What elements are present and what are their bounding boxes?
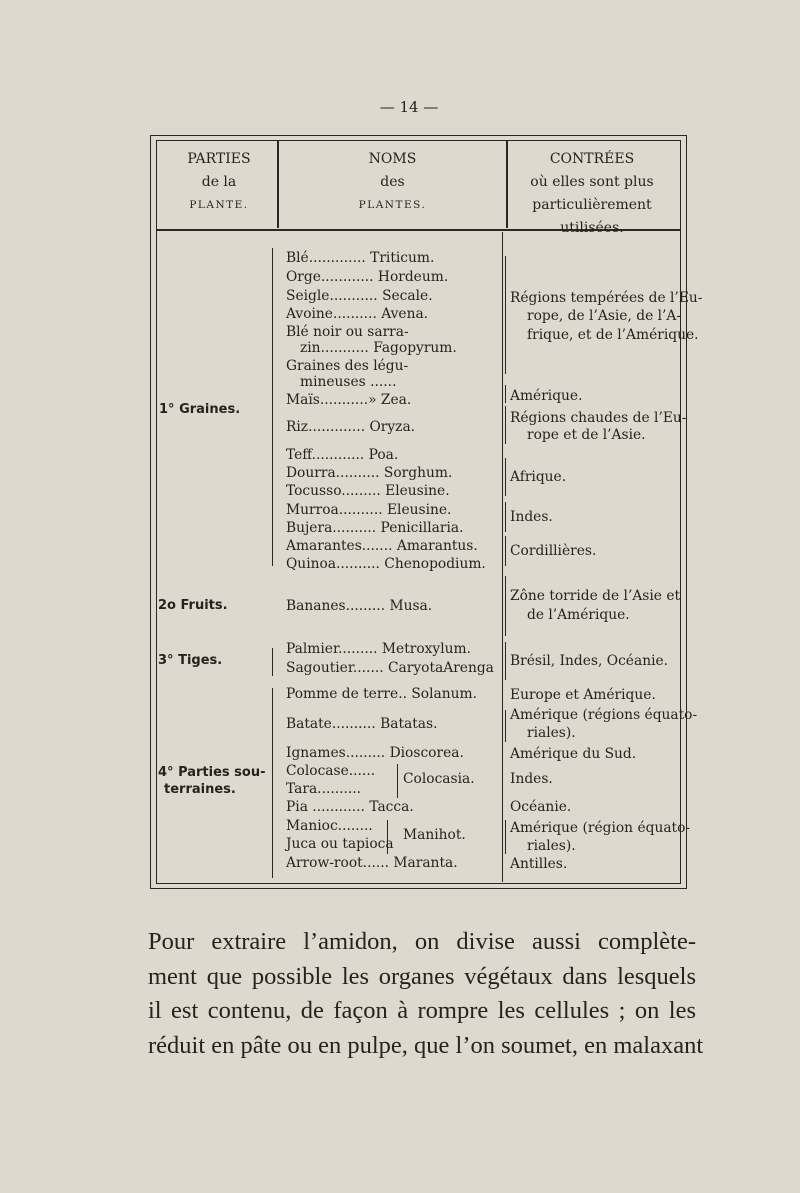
plant-name: Orge............ Hordeum. — [286, 269, 449, 285]
body-text-line: Pour extraire l’amidon, on divise aussi complète- — [148, 928, 696, 955]
plant-name: Riz............. Oryza. — [286, 419, 416, 435]
plant-name: Pia ............ Tacca. — [286, 799, 414, 815]
brace-tiges — [272, 648, 273, 676]
plant-name: Amarantes....... Amarantus. — [286, 538, 478, 554]
brace-region-afrique — [505, 458, 506, 496]
plant-name: Seigle........... Secale. — [286, 288, 433, 304]
plant-name: Dourra.......... Sorghum. — [286, 465, 453, 481]
region-text: Brésil, Indes, Océanie. — [510, 653, 669, 669]
body-text-line: il est contenu, de façon à rompre les cellules ; on les — [148, 997, 696, 1024]
plant-name: Manioc........ — [286, 818, 373, 834]
plant-name: Tara.......... — [286, 781, 362, 797]
region-text: riales). — [527, 725, 576, 741]
plant-name: zin........... Fagopyrum. — [300, 340, 457, 356]
plant-name: Teff............ Poa. — [286, 447, 399, 463]
page-number: — 14 — — [379, 98, 439, 116]
plant-name: mineuses ...... — [300, 374, 397, 390]
plant-name: Colocase...... — [286, 763, 376, 779]
region-text: rope et de l’Asie. — [527, 427, 646, 443]
plant-name: Sagoutier....... CaryotaArenga — [286, 660, 494, 676]
genus-colocasia: Colocasia. — [403, 771, 475, 787]
brace-manihot — [387, 820, 388, 854]
region-text: Océanie. — [510, 799, 572, 815]
body-text-line: réduit en pâte ou en pulpe, que l’on soumet, en malaxant — [148, 1031, 704, 1059]
region-text: frique, et de l’Amérique. — [527, 327, 699, 343]
column-rule-3 — [502, 232, 503, 882]
region-text: Indes. — [510, 771, 553, 787]
body-text — [148, 925, 704, 1063]
header-noms: NOMS des PLANTES. — [358, 151, 427, 211]
plant-name: Blé noir ou sarra- — [286, 324, 409, 340]
region-text: Amérique du Sud. — [510, 746, 637, 762]
part-tiges: 3° Tiges. — [158, 653, 223, 668]
region-text: Régions tempérées de l’Eu- — [510, 290, 703, 306]
plant-name: Graines des légu- — [286, 358, 409, 374]
brace-region-temperate — [505, 256, 506, 374]
part-souterraines: 4° Parties sou- terraines. — [158, 765, 266, 797]
part-graines: 1° Graines. — [159, 402, 241, 417]
body-text-line: ment que possible les organes végétaux dans lesquels — [148, 962, 696, 990]
part-fruits: 2o Fruits. — [158, 598, 228, 613]
header-parties: PARTIES de la PLANTE. — [187, 151, 251, 211]
plant-name: Pomme de terre.. Solanum. — [286, 686, 477, 702]
plant-name: Bujera.......... Penicillaria. — [286, 520, 464, 536]
plant-name: Juca ou tapioca — [286, 836, 394, 852]
brace-colocasia — [397, 764, 398, 798]
brace-region-cordilleres — [505, 536, 506, 566]
plant-name: Batate.......... Batatas. — [286, 716, 438, 732]
region-text: Indes. — [510, 509, 553, 525]
brace-graines — [272, 248, 273, 566]
region-text: rope, de l’Asie, de l’A- — [527, 308, 682, 324]
plant-name: Avoine.......... Avena. — [286, 306, 429, 322]
brace-souterraines — [272, 688, 273, 878]
region-text: Régions chaudes de l’Eu- — [510, 410, 687, 426]
brace-region-bresil — [505, 642, 506, 680]
plant-name: Maïs...........» Zea. — [286, 392, 412, 408]
region-text: Afrique. — [510, 469, 567, 485]
region-text: Amérique. — [510, 388, 583, 404]
region-text: Antilles. — [510, 856, 568, 872]
plant-name: Murroa.......... Eleusine. — [286, 502, 452, 518]
brace-region-chaudes — [505, 406, 506, 444]
genus-manihot: Manihot. — [403, 827, 466, 843]
region-text: Amérique (région équato- — [510, 820, 691, 836]
region-text: de l’Amérique. — [527, 607, 630, 623]
plant-name: Bananes......... Musa. — [286, 598, 433, 614]
brace-region-equato-2 — [505, 820, 506, 854]
region-text: riales). — [527, 838, 576, 854]
region-text: Zône torride de l’Asie et — [510, 588, 681, 604]
plant-name: Blé............. Triticum. — [286, 250, 435, 266]
brace-region-amerique — [505, 385, 506, 403]
brace-region-torride — [505, 576, 506, 636]
plant-name: Ignames......... Dioscorea. — [286, 745, 464, 761]
plant-name: Arrow-root...... Maranta. — [286, 855, 458, 871]
brace-region-indes — [505, 502, 506, 532]
region-text: Amérique (régions équato- — [510, 707, 698, 723]
plant-name: Tocusso......... Eleusine. — [286, 483, 450, 499]
plant-name: Palmier......... Metroxylum. — [286, 641, 471, 657]
brace-region-equato — [505, 710, 506, 742]
region-text: Cordillières. — [510, 543, 597, 559]
plant-name: Quinoa.......... Chenopodium. — [286, 556, 486, 572]
header-contrees: CONTRÉES où elles sont plus particulièrement utilisées. — [530, 151, 654, 236]
region-text: Europe et Amérique. — [510, 687, 656, 703]
